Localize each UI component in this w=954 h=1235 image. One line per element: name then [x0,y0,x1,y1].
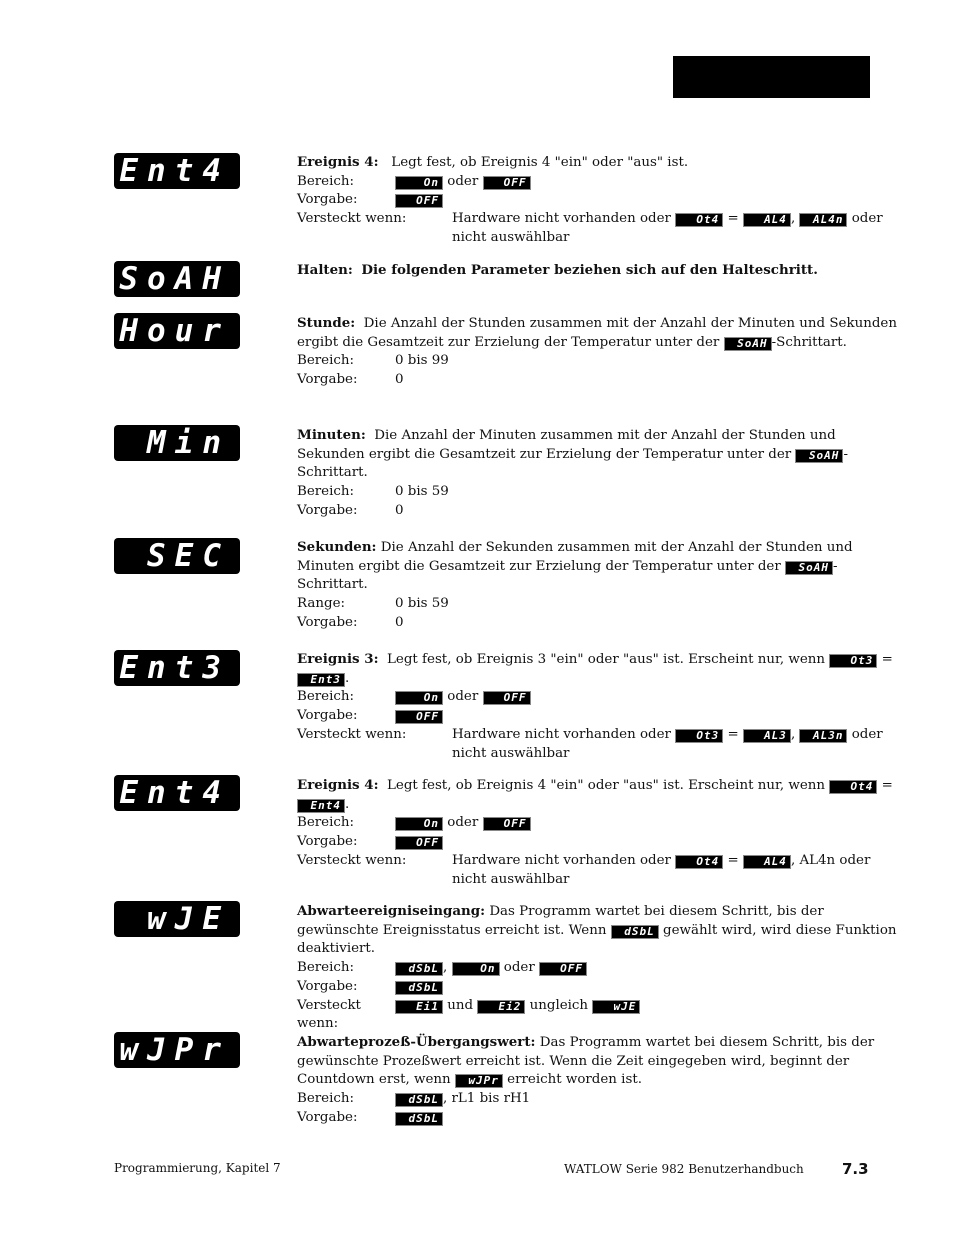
hidden-text: Hardware nicht vorhanden oder [452,852,671,868]
bereich-label: Bereich: [297,815,355,831]
code-al3: AL3 [743,729,791,743]
code-ot3: Ot3 [675,729,723,743]
default-value: 0 [395,372,404,388]
code-ot4: Ot4 [675,213,723,227]
entry-desc: Die Anzahl der Stunden zusammen mit der Anzahl der Minuten und Sekunden ergibt die Gesamtzeit zur Erzielung der Temperatur unter der [297,316,897,350]
lcd-hour [114,313,240,349]
lcd-soah [114,261,240,297]
code-ot4: Ot4 [829,780,877,794]
oder-text: oder [447,815,479,831]
code-ot4: Ot4 [675,855,723,869]
code-al4: AL4 [743,855,791,869]
entry-ereignis3: Ereignis 3: Legt fest, ob Ereignis 3 "ein" oder "aus" ist. Erscheint nur, wenn Ot3 = Ent3 . Bereich: On oder OFF Vorgabe: OFF Versteckt wenn: Hardware nicht vorhanden oder Ot3 = AL3 , AL3n oder nicht auswählbar [297,650,901,763]
code-soah: SoAH [795,449,843,463]
code-off: OFF [395,836,443,850]
lcd-text: wJE [147,901,230,937]
vorgabe-label: Vorgabe: [297,614,358,630]
bereich-label: Bereich: [297,960,355,976]
lcd-text: Hour [119,313,230,349]
entry-desc-end: erreicht worden ist. [507,1072,642,1088]
range-tail: rL1 bis rH1 [451,1091,531,1107]
entry-title: Sekunden: [297,539,377,555]
entry-desc: Legt fest, ob Ereignis 4 "ein" oder "aus" ist. Erscheint nur, wenn [387,778,826,793]
versteckt-label: Versteckt wenn: [297,997,361,1032]
oder-text: oder [447,173,479,189]
versteckt-label: Versteckt wenn: [297,211,407,227]
code-off: OFF [395,710,443,724]
bereich-label: Bereich: [297,1091,355,1107]
entry-halten [297,261,901,281]
entry-abwarteprozess: Abwarteprozeß-Übergangswert: Das Programm wartet bei diesem Schritt, bis der gewünschte Prozeßwert erreicht ist. Wenn die Zeit eingegeben wird, beginnt der Countdown erst, wenn wJPr erreicht worden ist. Bereich: dSbL , rL1 bis rH1 Vorgabe: dSbL [297,1033,901,1128]
entry-title: Ereignis 4: [297,154,379,170]
entry-desc: Legt fest, ob Ereignis 3 "ein" oder "aus" ist. Erscheint nur, wenn [387,652,826,667]
versteckt-label: Versteckt wenn: [297,852,407,868]
bereich-label: Bereich: [297,484,355,500]
entry-title: Minuten: [297,427,366,443]
footer-manual-title: WATLOW Serie 982 Benutzerhandbuch [564,1162,804,1176]
page-number: 7.3 [842,1160,869,1178]
oder-text: oder [851,211,883,227]
code-al4n: AL4n [799,213,847,227]
code-al4: AL4 [743,213,791,227]
code-dsbl: dSbL [611,925,659,939]
entry-sekunden: Sekunden: Die Anzahl der Sekunden zusammen mit der Anzahl der Stunden und Minuten ergibt die Gesamtzeit zur Erzielung der Temperatur unter der SoAH -Schrittart. Range: 0 bis 59 Vorgabe: 0 [297,538,901,633]
code-off: OFF [539,962,587,976]
entry-title: Abwarteereigniseingang: [297,903,486,919]
vorgabe-label: Vorgabe: [297,192,358,208]
code-dsbl: dSbL [395,1112,443,1126]
code-wje: wJE [592,1000,640,1014]
code-dsbl: dSbL [395,962,443,976]
entry-desc: Die Anzahl der Minuten zusammen mit der Anzahl der Stunden und Sekunden ergibt die Gesamtzeit zur Erzielung der Temperatur unter der [297,428,836,462]
versteckt-label: Versteckt wenn: [297,726,407,742]
vorgabe-label: Vorgabe: [297,372,358,388]
footer-chapter: Programmierung, Kapitel 7 [114,1161,281,1175]
entry-title: Halten: [297,262,353,278]
code-dsbl: dSbL [395,1093,443,1107]
lcd-text: Ent4 [119,775,230,811]
entry-desc: Die Anzahl der Sekunden zusammen mit der Anzahl der Stunden und Minuten ergibt die Gesamtzeit zur Erzielung der Temperatur unter der [297,540,853,574]
entry-title: Ereignis 4: [297,777,379,793]
entry-desc: Die folgenden Parameter beziehen sich auf den Halteschritt. [361,262,818,278]
entry-ereignis4-second: Ereignis 4: Legt fest, ob Ereignis 4 "ein" oder "aus" ist. Erscheint nur, wenn Ot4 = Ent4 . Bereich: On oder OFF Vorgabe: OFF Versteckt wenn: Hardware nicht vorhanden oder Ot4 = AL4 , AL4n oder nicht auswählbar [297,776,901,889]
lcd-text: Min [147,425,230,461]
entry-title: Abwarteprozeß-Übergangswert: [297,1034,536,1050]
nicht-auswaehlbar: nicht auswählbar [452,229,570,245]
und-text: und [447,997,474,1013]
range-value: 0 bis 59 [395,484,449,500]
code-ent4: Ent4 [297,799,345,813]
vorgabe-label: Vorgabe: [297,978,358,994]
lcd-ent4 [114,153,240,189]
code-al3n: AL3n [799,729,847,743]
ungleich-text: ungleich [529,997,589,1013]
lcd-text: SoAH [119,261,230,297]
code-on: On [452,962,500,976]
range-label: Range: [297,596,346,612]
lcd-text: wJPr [119,1032,230,1068]
entry-minuten: Minuten: Die Anzahl der Minuten zusammen mit der Anzahl der Stunden und Sekunden ergibt die Gesamtzeit zur Erzielung der Temperatur unter der SoAH -Schrittart. Bereich: 0 bis 59 Vorgabe: 0 [297,426,901,521]
entry-abwarteereigniseingang: Abwarteereigniseingang: Das Programm wartet bei diesem Schritt, bis der gewünschte Ereignisstatus erreicht ist. Wenn dSbL gewählt wird, wird diese Funktion deaktiviert. Bereich: dSbL , On oder OFF Vorgabe: dSbL Versteckt wenn: Ei1 und Ei2 ungleich wJE [297,902,901,1034]
default-value: 0 [395,614,404,630]
lcd-sec [114,538,240,574]
code-off: OFF [483,176,531,190]
code-on: On [395,176,443,190]
default-value: 0 [395,502,404,518]
entry-ereignis4: Ereignis 4: Legt fest, ob Ereignis 4 "ein" oder "aus" ist. Bereich: On oder OFF Vorgabe: OFF Versteckt wenn: Hardware nicht vorhanden oder Ot4 = AL4 , AL4n oder nicht auswählbar [297,153,901,248]
entry-desc: Das Programm wartet bei diesem Schritt, bis der gewünschte Prozeßwert erreicht ist. Wenn die Zeit eingegeben wird, beginnt der Countdown erst, wenn [297,1035,875,1088]
nicht-auswaehlbar: nicht auswählbar [452,745,570,761]
lcd-text: Ent3 [119,650,230,686]
lcd-min [114,425,240,461]
code-wjpr: wJPr [455,1074,503,1088]
oder-text: oder [503,960,535,976]
range-value: 0 bis 59 [395,596,449,612]
code-off: OFF [395,194,443,208]
entry-desc: Legt fest, ob Ereignis 4 "ein" oder "aus" ist. [391,155,689,170]
code-on: On [395,817,443,831]
entry-stunde: Stunde: Die Anzahl der Stunden zusammen mit der Anzahl der Minuten und Sekunden ergibt die Gesamtzeit zur Erzielung der Temperatur unter der SoAH -Schrittart. Bereich: 0 bis 99 Vorgabe: 0 [297,314,901,390]
header-black-bar [673,56,870,98]
hidden-text: Hardware nicht vorhanden oder [452,211,671,227]
code-off: OFF [483,817,531,831]
range-value: 0 bis 99 [395,353,449,369]
lcd-text: Ent4 [119,153,230,189]
entry-desc-end: Schrittart. [297,577,368,593]
code-ei1: Ei1 [395,1000,443,1014]
code-soah: SoAH [724,337,772,351]
entry-desc-end: Schrittart. [297,465,368,481]
nicht-auswaehlbar: nicht auswählbar [452,871,570,887]
code-on: On [395,691,443,705]
lcd-text: SEC [147,538,230,574]
vorgabe-label: Vorgabe: [297,502,358,518]
code-dsbl: dSbL [395,981,443,995]
lcd-wje [114,901,240,937]
code-soah: SoAH [785,561,833,575]
hidden-text: Hardware nicht vorhanden oder [452,726,671,742]
vorgabe-label: Vorgabe: [297,834,358,850]
bereich-label: Bereich: [297,353,355,369]
entry-desc-end: gewählt wird, wird diese Funktion deaktiviert. [297,922,897,957]
vorgabe-label: Vorgabe: [297,708,358,724]
lcd-ent4-second [114,775,240,811]
hidden-tail: AL4n oder [799,852,871,868]
code-off: OFF [483,691,531,705]
bereich-label: Bereich: [297,689,355,705]
entry-title: Stunde: [297,315,356,331]
entry-title: Ereignis 3: [297,651,379,667]
vorgabe-label: Vorgabe: [297,1109,358,1125]
code-ent3: Ent3 [297,673,345,687]
oder-text: oder [447,689,479,705]
entry-desc: Das Programm wartet bei diesem Schritt, bis der gewünschte Ereignisstatus erreicht ist. Wenn [297,904,824,938]
code-ei2: Ei2 [477,1000,525,1014]
bereich-label: Bereich: [297,173,355,189]
entry-desc-end: Schrittart. [776,334,847,350]
code-ot3: Ot3 [829,654,877,668]
oder-text: oder [851,726,883,742]
lcd-wjpr [114,1032,240,1068]
lcd-ent3 [114,650,240,686]
